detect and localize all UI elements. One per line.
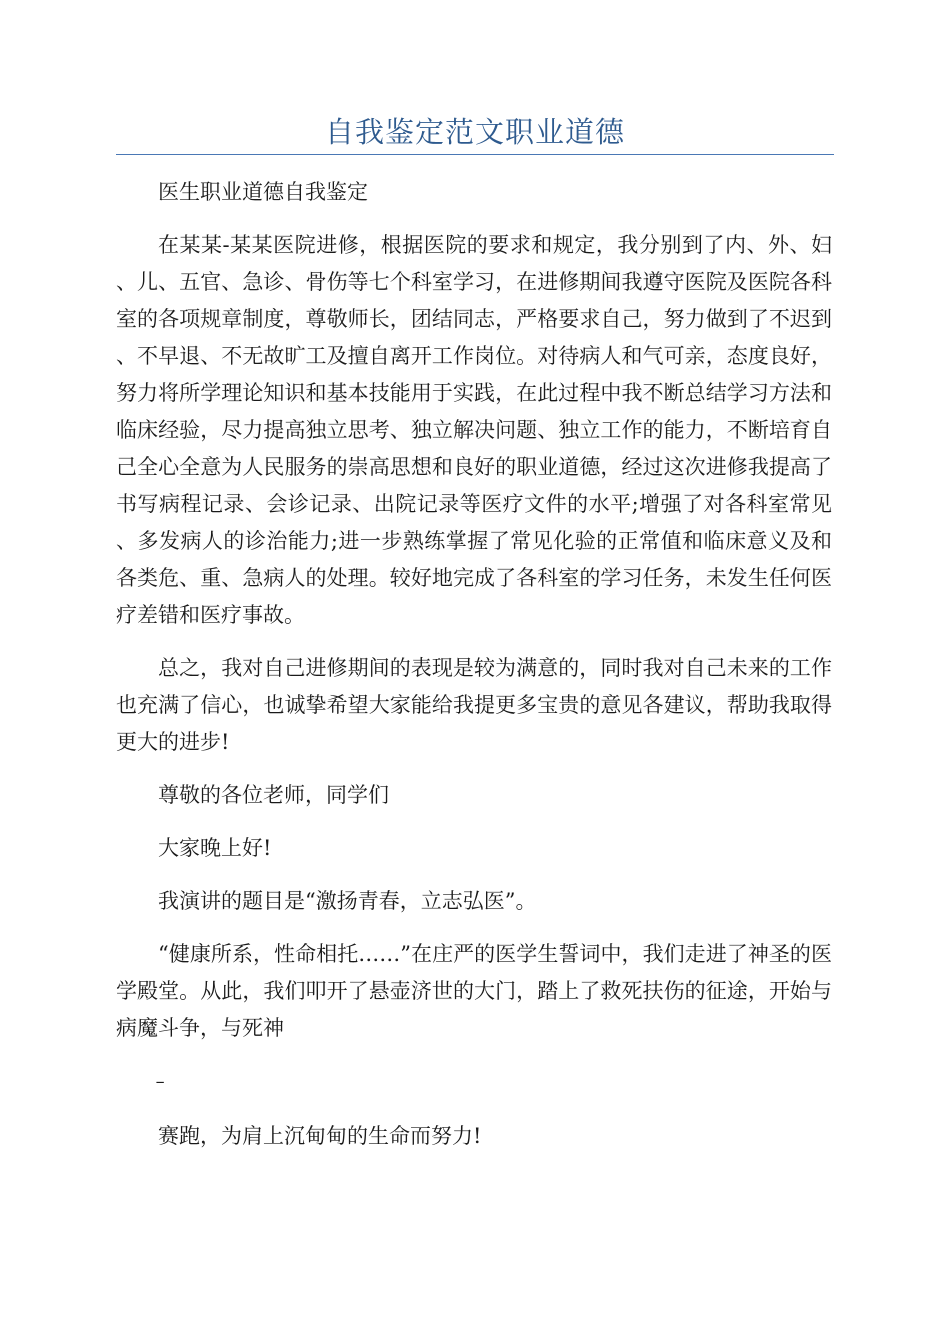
document-body [116,174,832,1171]
separator-dash: – [155,1071,165,1092]
paragraph-closing: 赛跑，为肩上沉甸甸的生命而努力! [158,1124,482,1148]
paragraph-main: 在某某-某某医院进修，根据医院的要求和规定，我分别到了内、外、妇、儿、五官、急诊、骨伤等七个科室学习，在进修期间我遵守医院及医院各科室的各项规章制度，尊敬师长，团结同志，严格要求自己，努力做到了不迟到、不早退、不无故旷工及擅自离开工作岗位。对待病人和气可亲，态度良好，努力将所学理论知识和基本技能用于实践，在此过程中我不断总结学习方法和临床经验，尽力提高独立思考、独立解决问题、独立工作的能力，不断培育自己全心全意为人民服务的崇高思想和良好的职业道德，经过这次进修我提高了书写病程记录、会诊记录、出院记录等医疗文件的水平;增强了对各科室常见、多发病人的诊治能力;进一步熟练掌握了常见化验的正常值和临床意义及和各类危、重、急病人的处理。较好地完成了各科室的学习任务，未发生任何医疗差错和医疗事故。 [116,233,832,627]
paragraph-evening: 大家晚上好! [158,836,272,860]
document-title: 自我鉴定范文职业道德 [324,115,625,149]
paragraph-greeting: 尊敬的各位老师，同学们 [158,783,389,807]
paragraph-oath: “健康所系，性命相托……”在庄严的医学生誓词中，我们走进了神圣的医学殿堂。从此，我们叩开了悬壶济世的大门，踏上了救死扶伤的征途，开始与病魔斗争，与死神 [116,942,832,1040]
paragraph-summary: 总之，我对自己进修期间的表现是较为满意的，同时我对自己未来的工作也充满了信心，也诚挚希望大家能给我提更多宝贵的意见各建议，帮助我取得更大的进步! [116,656,832,754]
paragraph-subtitle: 医生职业道德自我鉴定 [158,180,368,204]
paragraph-topic: 我演讲的题目是“激扬青春，立志弘医”。 [158,889,537,913]
title-underline [116,154,834,155]
